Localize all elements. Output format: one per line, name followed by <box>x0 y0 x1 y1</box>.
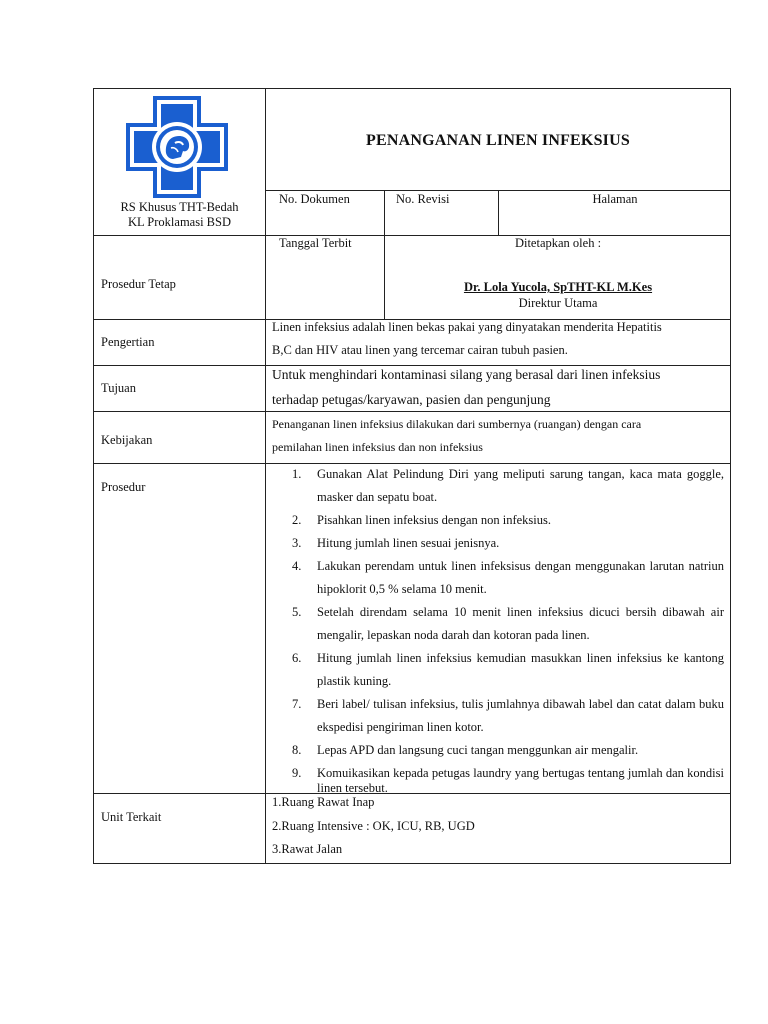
pengertian-line2: B,C dan HIV atau linen yang tercemar cairan tubuh pasien. <box>272 343 568 357</box>
row-line-3 <box>94 365 731 366</box>
kebijakan-label: Kebijakan <box>101 433 153 447</box>
prosedur-label: Prosedur <box>101 480 146 494</box>
unit-item-2: 2.Ruang Intensive : OK, ICU, RB, UGD <box>272 819 475 833</box>
halaman-label: Halaman <box>592 192 638 206</box>
unit-terkait-label: Unit Terkait <box>101 810 162 824</box>
list-item: 1. Gunakan Alat Pelindung Diri yang meliputi sarung tangan, kaca mata goggle, masker dan sepatu boat. <box>292 467 724 504</box>
list-item: 6. Hitung jumlah linen infeksius kemudian masukkan linen infeksius ke kantong plastik kuning. <box>292 651 724 688</box>
unit-item-1: 1.Ruang Rawat Inap <box>272 795 375 809</box>
list-item: 2. Pisahkan linen infeksius dengan non infeksius. <box>292 513 551 527</box>
header-col-divider-1 <box>384 190 385 235</box>
tujuan-line2: terhadap petugas/karyawan, pasien dan pengunjung <box>272 392 551 407</box>
row-line-4 <box>94 411 731 412</box>
signer-name: Dr. Lola Yucola, SpTHT-KL M.Kes <box>463 280 653 294</box>
kebijakan-line1: Penanganan linen infeksius dilakukan dari sumbernya (ruangan) dengan cara <box>272 417 642 431</box>
hospital-name-line2: KL Proklamasi BSD <box>127 215 231 229</box>
kebijakan-line2: pemilahan linen infeksius dan non infeksius <box>272 440 483 454</box>
list-item: 8. Lepas APD dan langsung cuci tangan menggunkan air mengalir. <box>292 743 639 757</box>
ditetapkan-label: Ditetapkan oleh : <box>514 236 602 250</box>
list-item: 3. Hitung jumlah linen sesuai jenisnya. <box>292 536 500 550</box>
column-divider <box>265 89 266 864</box>
no-revisi-label: No. Revisi <box>396 192 450 206</box>
tujuan-line1: Untuk menghindari kontaminasi silang yang berasal dari linen infeksius <box>272 367 661 382</box>
list-item: 5. Setelah direndam selama 10 menit linen infeksius dicuci bersih dibawah air mengalir, lepaskan noda darah dan kotoran pada linen. <box>292 605 724 642</box>
tanggal-terbit-label: Tanggal Terbit <box>279 236 352 250</box>
hospital-name-line1: RS Khusus THT-Bedah <box>120 200 239 214</box>
pengertian-label: Pengertian <box>101 335 155 349</box>
unit-item-3: 3.Rawat Jalan <box>272 842 343 856</box>
list-item: 9. Komuikasikan kepada petugas laundry yang bertugas tentang jumlah dan kondisi linen tersebut. <box>292 766 724 795</box>
tujuan-label: Tujuan <box>101 381 136 395</box>
hospital-logo <box>123 93 231 201</box>
pengertian-line1: Linen infeksius adalah linen bekas pakai yang dinyatakan menderita Hepatitis <box>272 320 662 334</box>
list-item: 7. Beri label/ tulisan infeksius, tulis jumlahnya dibawah label dan catat dalam buku ekspedisi pengiriman linen kotor. <box>292 697 724 734</box>
signer-title: Direktur Utama <box>518 296 598 310</box>
no-dokumen-label: No. Dokumen <box>279 192 350 206</box>
list-item: 4. Lakukan perendam untuk linen infeksisus dengan menggunakan larutan natriun hipoklorit 0,5 % selama 10 menit. <box>292 559 724 596</box>
prosedur-steps <box>274 463 724 796</box>
section-label-prosedur-tetap: Prosedur Tetap <box>101 277 176 291</box>
document-title: PENANGANAN LINEN INFEKSIUS <box>366 132 630 149</box>
sop-document <box>93 88 731 864</box>
